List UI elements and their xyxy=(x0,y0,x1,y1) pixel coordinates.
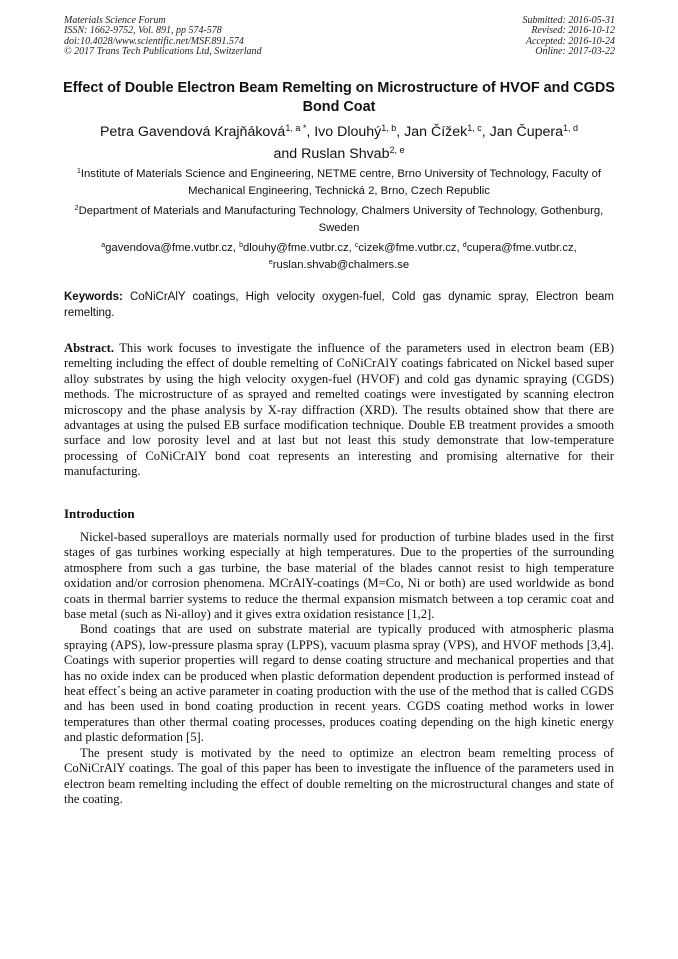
affiliation-1 xyxy=(62,167,616,199)
journal-info xyxy=(64,16,262,57)
affiliation-superscript: 1 xyxy=(76,168,81,175)
paragraph: The present study is motivated by the need to optimize an electron beam remelting process of CoNiCrAlY coatings. The goal of this paper has been to investigate the influence of the parameters used in electron beam remelting including the effect of double remelting on the microstructural changes and state of the coating. xyxy=(64,745,614,806)
affiliation-superscript: 2 xyxy=(74,205,79,212)
accepted-date: Accepted: 2016-10-24 xyxy=(525,35,615,47)
keywords-text: CoNiCrAlY coatings, High velocity oxygen-fuel, Cold gas dynamic spray, Electron beam remelting. xyxy=(64,291,614,319)
email-list: $^a$gavendova@fme.vutbr.cz, $^b$dlouhy@fme.vutbr.cz, $^c$cizek@fme.vutbr.cz, $^d$cupera@fme.vutbr.cz, $^e$ruslan.shvab@chalmers.se xyxy=(101,242,577,271)
paper-title: Effect of Double Electron Beam Remelting on Microstructure of HVOF and CGDS Bond Coat xyxy=(63,80,615,115)
abstract-block xyxy=(64,341,614,480)
introduction-heading: Introduction xyxy=(64,506,135,521)
keywords-label: Keywords: xyxy=(64,291,123,303)
copyright-line: © 2017 Trans Tech Publications Ltd, Switzerland xyxy=(64,45,262,57)
email-address: cupera@fme.vutbr.cz xyxy=(466,242,574,254)
author-name: Petra Gavendová Krajňáková xyxy=(99,124,286,140)
email-address: ruslan.shvab@chalmers.se xyxy=(272,258,410,271)
affiliation-text: Institute of Materials Science and Engineering, NETME centre, Brno University of Technology, Faculty of Mechanical Engineering, Technická 2, Brno, Czech Republic xyxy=(80,168,602,197)
journal-name: Materials Science Forum xyxy=(64,15,166,26)
affiliation-2 xyxy=(62,204,616,236)
issn-line: ISSN: 1662-9752, Vol. 891, pp 574-578 xyxy=(64,25,222,37)
author-superscript: 1, a * xyxy=(285,123,307,133)
revised-date: Revised: 2016-10-12 xyxy=(531,25,615,37)
author-list: Petra Gavendová Krajňáková$^{1, a *}$, Ivo Dlouhý$^{1, b}$, Jan Čížek$^{1, c}$, Jan Čupera$^{1, d}$ and Ruslan Shvab$^{2, e}$ xyxy=(99,123,579,162)
paragraph: Nickel-based superalloys are materials normally used for production of turbine blades used in the first stages of gas turbines working especially at high temperatures. Due to the properties of the surrounding atmosphere from such a gas turbine, the base material of the blades cannot resist to high temperature oxidation and/or corrosion phenomena. MCrAlY-coatings (M=Co, Ni or both) are used worldwide as bond coats in thermal barrier systems to reduce the thermal expansion mismatch between a top ceramic coat and base metal (such as Ni-alloy) and it gives extra oxidation resistance [1,2]. xyxy=(64,530,614,622)
doi-line: doi:10.4028/www.scientific.net/MSF.891.574 xyxy=(64,35,244,47)
introduction-body xyxy=(64,530,614,807)
online-date: Online: 2017-03-22 xyxy=(535,45,615,57)
email-address: cizek@fme.vutbr.cz xyxy=(358,242,457,254)
affiliation-text: Department of Materials and Manufacturing Technology, Chalmers University of Technology, Gothenburg, Sweden xyxy=(78,205,604,234)
author-name: Ivo Dlouhý xyxy=(314,124,382,140)
email-address: gavendova@fme.vutbr.cz xyxy=(105,242,233,254)
author-name: Jan Čížek xyxy=(404,124,468,140)
submitted-date: Submitted: 2016-05-31 xyxy=(522,15,615,26)
email-superscript: a xyxy=(101,242,106,249)
author-superscript: 2, e xyxy=(389,145,405,155)
paragraph: Bond coatings that are used on substrate material are typically produced with atmospheric plasma spraying (APS), low-pressure plasma spray (LPPS), vacuum plasma spray (VPS), and HVOF methods [3,4]. Coatings with superior properties will regard to dense coating structure and mechanical properties and that has no oxide index can be produced when plastic deformation dependent production is performed instead of heat effect´s being an active parameter in coating production with the use of the method that is called CGDS and has been used in bond coating production in recent years. CGDS coating method works in lower temperatures than other thermal coating processes, produces coating depending on the high kinetic energy and plastic deformation [5]. xyxy=(64,622,614,745)
abstract-label: Abstract. xyxy=(64,341,115,355)
author-name: Ruslan Shvab xyxy=(301,146,390,162)
email-superscript: e xyxy=(268,258,273,266)
keywords-block xyxy=(64,290,614,322)
email-superscript: c xyxy=(354,242,359,249)
author-superscript: 1, d xyxy=(563,123,579,133)
author-superscript: 1, b xyxy=(381,123,397,133)
email-superscript: d xyxy=(462,242,467,249)
abstract-text: This work focuses to investigate the influence of the parameters used in electron beam (EB) remelting including the effect of double remelting of CoNiCrAlY coatings fabricated on Nickel based super alloy substrates by using the high velocity oxygen-fuel (HVOF) and cold gas dynamic spraying (CGDS) methods. The microstructure of as sprayed and remelted coatings were investigated by scanning electron microscopy and the phase analysis by X-ray diffraction (XRD). The results obtained show that there are advantages at using the pulsed EB surface modification technique. Double EB treatment provides a smooth surface and low porosity level and at last but not least this study demonstrate that low-temperature processing of CoNiCrAlY bond coat represents an interesting and promising alternative for their manufacturing. xyxy=(64,341,615,479)
email-address: dlouhy@fme.vutbr.cz xyxy=(242,242,349,254)
email-superscript: b xyxy=(239,242,243,249)
author-name: Jan Čupera xyxy=(489,124,564,140)
author-superscript: 1, c xyxy=(467,123,482,133)
dates-info xyxy=(523,16,616,57)
